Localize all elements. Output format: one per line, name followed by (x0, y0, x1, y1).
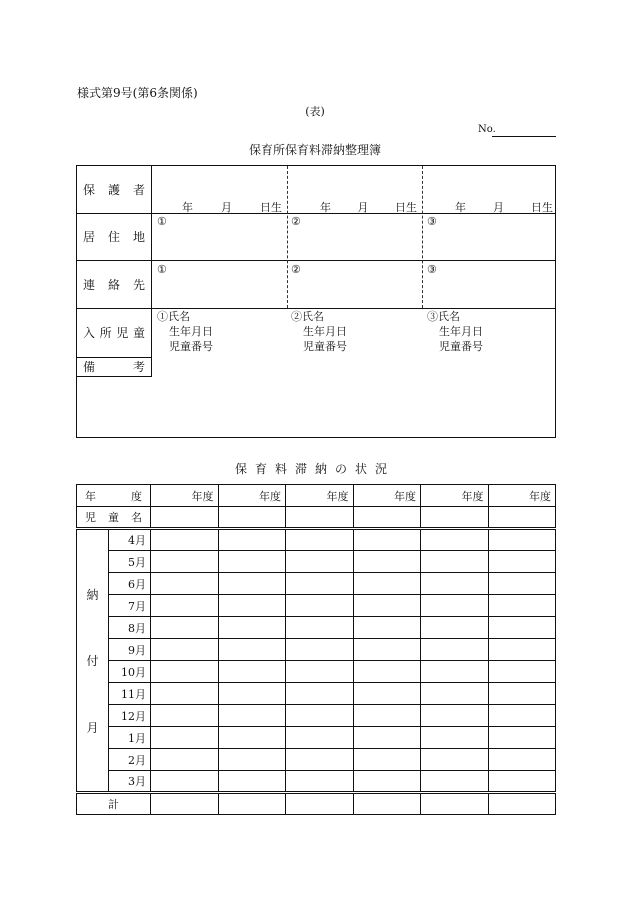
payment-cell[interactable] (353, 617, 421, 639)
month-row (77, 529, 556, 551)
payment-cell[interactable] (488, 573, 556, 595)
year-cell[interactable]: 年度 (218, 485, 286, 507)
address-2[interactable]: ② (291, 215, 301, 228)
month-row (77, 749, 556, 771)
total-row (77, 793, 556, 815)
payment-cell[interactable] (353, 551, 421, 573)
month-label: 7月 (109, 595, 151, 617)
payment-cell[interactable] (151, 595, 219, 617)
payment-cell[interactable] (353, 771, 421, 793)
payment-cell[interactable] (151, 551, 219, 573)
payment-cell[interactable] (151, 727, 219, 749)
payment-cell[interactable] (218, 749, 286, 771)
label-column-divider (151, 166, 152, 377)
guardian-birthdate-1[interactable]: 年 月 日生 (182, 201, 282, 214)
payment-cell[interactable] (421, 727, 489, 749)
payment-cell[interactable] (488, 639, 556, 661)
payment-cell[interactable] (286, 529, 354, 551)
total-cell[interactable] (488, 793, 556, 815)
payment-cell[interactable] (286, 727, 354, 749)
payment-cell[interactable] (353, 573, 421, 595)
payment-cell[interactable] (488, 727, 556, 749)
payment-month-side-label: 納 付 月 (77, 529, 109, 793)
month-row (77, 617, 556, 639)
month-row (77, 595, 556, 617)
year-label: 年 度 (77, 485, 151, 507)
payment-cell[interactable] (421, 573, 489, 595)
total-cell[interactable] (151, 793, 219, 815)
month-label: 3月 (109, 771, 151, 793)
payment-cell[interactable] (151, 683, 219, 705)
number-field-line[interactable] (492, 136, 556, 137)
payment-cell[interactable] (151, 573, 219, 595)
child-name-cell[interactable] (488, 507, 556, 529)
payment-cell[interactable] (151, 661, 219, 683)
payment-cell[interactable] (353, 639, 421, 661)
payment-cell[interactable] (488, 595, 556, 617)
total-label: 計 (77, 793, 151, 815)
payment-cell[interactable] (353, 595, 421, 617)
payment-cell[interactable] (421, 683, 489, 705)
contact-label: 連 絡 先 (83, 277, 145, 292)
side-label: (表) (305, 105, 325, 118)
total-cell[interactable] (286, 793, 354, 815)
register-title: 保育所保育料滞納整理簿 (248, 143, 381, 157)
guardian-birthdate-3[interactable]: 年 月 日生 (455, 201, 553, 214)
payment-cell[interactable] (353, 749, 421, 771)
month-row (77, 727, 556, 749)
payment-cell[interactable] (353, 727, 421, 749)
year-cell[interactable]: 年度 (421, 485, 489, 507)
payment-cell[interactable] (353, 661, 421, 683)
address-1[interactable]: ① (157, 215, 167, 228)
month-row (77, 705, 556, 727)
month-label: 10月 (109, 661, 151, 683)
contact-2[interactable]: ② (291, 263, 301, 276)
payment-cell[interactable] (151, 771, 219, 793)
payment-table (76, 484, 556, 815)
payment-cell[interactable] (151, 749, 219, 771)
child-label: 入 所 児 童 (83, 326, 145, 340)
payment-cell[interactable] (286, 771, 354, 793)
payment-cell[interactable] (218, 617, 286, 639)
total-cell[interactable] (421, 793, 489, 815)
payment-cell[interactable] (286, 639, 354, 661)
year-row (77, 485, 556, 507)
payment-cell[interactable] (353, 705, 421, 727)
payment-cell[interactable] (488, 529, 556, 551)
payment-cell[interactable] (421, 661, 489, 683)
register-box (76, 165, 556, 438)
child-name-cell[interactable] (218, 507, 286, 529)
month-row (77, 771, 556, 793)
payment-cell[interactable] (421, 529, 489, 551)
payment-cell[interactable] (488, 749, 556, 771)
payment-cell[interactable] (218, 595, 286, 617)
payment-cell[interactable] (218, 661, 286, 683)
month-row (77, 661, 556, 683)
payment-cell[interactable] (286, 595, 354, 617)
remarks-label: 備 考 (77, 357, 152, 377)
guardian-birthdate-2[interactable]: 年 月 日生 (320, 201, 417, 214)
payment-cell[interactable] (421, 749, 489, 771)
payment-cell[interactable] (488, 661, 556, 683)
contact-3[interactable]: ③ (427, 263, 437, 276)
child-name-cell[interactable] (286, 507, 354, 529)
payment-cell[interactable] (421, 551, 489, 573)
payment-cell[interactable] (353, 683, 421, 705)
child-info-2[interactable]: ②氏名 生年月日 児童番号 (291, 310, 347, 353)
payment-cell[interactable] (488, 617, 556, 639)
payment-title: 保育料滞納の状況 (234, 462, 395, 476)
year-cell[interactable]: 年度 (353, 485, 421, 507)
child-name-cell[interactable] (353, 507, 421, 529)
payment-cell[interactable] (218, 727, 286, 749)
number-label: No. (478, 124, 496, 135)
year-cell[interactable]: 年度 (151, 485, 219, 507)
payment-cell[interactable] (421, 639, 489, 661)
total-cell[interactable] (353, 793, 421, 815)
payment-cell[interactable] (218, 639, 286, 661)
dashed-divider (422, 166, 423, 308)
month-label: 11月 (109, 683, 151, 705)
payment-cell[interactable] (421, 595, 489, 617)
payment-cell[interactable] (218, 771, 286, 793)
payment-cell[interactable] (286, 705, 354, 727)
payment-cell[interactable] (286, 551, 354, 573)
payment-cell[interactable] (151, 705, 219, 727)
payment-cell[interactable] (488, 551, 556, 573)
payment-cell[interactable] (286, 573, 354, 595)
contact-1[interactable]: ① (157, 263, 167, 276)
month-label: 12月 (109, 705, 151, 727)
form-number: 様式第9号(第6条関係) (77, 86, 198, 100)
month-label: 8月 (109, 617, 151, 639)
child-name-cell[interactable] (421, 507, 489, 529)
child-name-row (77, 507, 556, 529)
month-label: 5月 (109, 551, 151, 573)
payment-cell[interactable] (286, 661, 354, 683)
payment-cell[interactable] (151, 529, 219, 551)
payment-cell[interactable] (218, 551, 286, 573)
payment-cell[interactable] (218, 705, 286, 727)
child-name-label: 児 童 名 (77, 507, 151, 529)
payment-cell[interactable] (353, 529, 421, 551)
child-info-3[interactable]: ③氏名 生年月日 児童番号 (427, 310, 483, 353)
address-label: 居 住 地 (83, 230, 145, 244)
payment-cell[interactable] (218, 529, 286, 551)
month-row (77, 683, 556, 705)
month-row (77, 639, 556, 661)
payment-cell[interactable] (151, 617, 219, 639)
payment-cell[interactable] (151, 639, 219, 661)
payment-cell[interactable] (488, 683, 556, 705)
payment-cell[interactable] (286, 617, 354, 639)
payment-cell[interactable] (286, 683, 354, 705)
payment-cell[interactable] (421, 771, 489, 793)
month-label: 2月 (109, 749, 151, 771)
total-cell[interactable] (218, 793, 286, 815)
month-label: 4月 (109, 529, 151, 551)
payment-cell[interactable] (488, 771, 556, 793)
payment-cell[interactable] (488, 705, 556, 727)
month-label: 1月 (109, 727, 151, 749)
month-label: 6月 (109, 573, 151, 595)
payment-cell[interactable] (218, 573, 286, 595)
month-row (77, 551, 556, 573)
dashed-divider (287, 166, 288, 308)
guardian-label: 保 護 者 (83, 183, 145, 197)
month-row (77, 573, 556, 595)
payment-cell[interactable] (286, 749, 354, 771)
payment-cell[interactable] (421, 617, 489, 639)
month-label: 9月 (109, 639, 151, 661)
child-name-cell[interactable] (151, 507, 219, 529)
address-3[interactable]: ③ (427, 215, 437, 228)
payment-cell[interactable] (421, 705, 489, 727)
year-cell[interactable]: 年度 (488, 485, 556, 507)
child-info-1[interactable]: ①氏名 生年月日 児童番号 (157, 310, 213, 353)
year-cell[interactable]: 年度 (286, 485, 354, 507)
payment-cell[interactable] (218, 683, 286, 705)
